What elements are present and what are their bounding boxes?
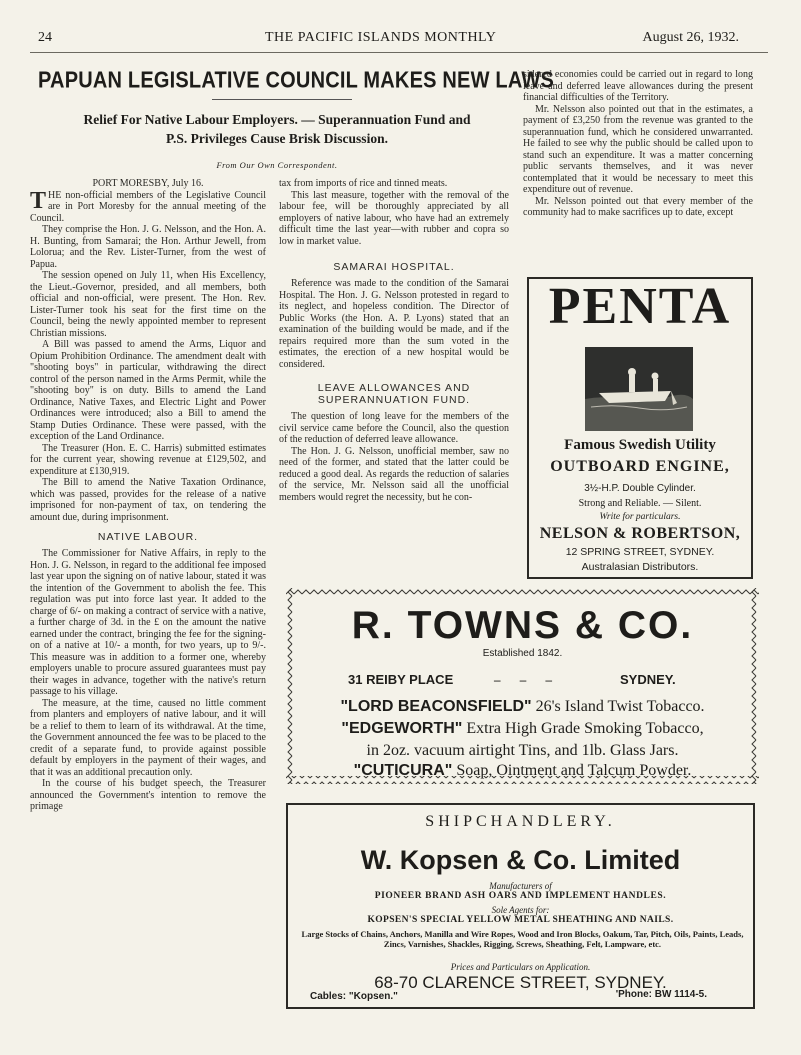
line-text: Soap, Ointment and Talcum Powder. bbox=[452, 762, 692, 779]
penta-product: OUTBOARD ENGINE, bbox=[550, 458, 730, 475]
drop-cap: T bbox=[30, 187, 47, 214]
correspondent-credit: From Our Own Correspondent. bbox=[216, 160, 338, 170]
paragraph: Mr. Nelsson pointed out that every member of the community had to make sacrifices up to date, except bbox=[523, 195, 753, 218]
towns-address: 31 REIBY PLACE bbox=[348, 672, 454, 687]
dateline: PORT MORESBY, July 16. bbox=[92, 178, 204, 189]
towns-advertisement bbox=[286, 588, 759, 784]
penta-distributor: NELSON & ROBERTSON, bbox=[539, 525, 741, 542]
article-subheadline bbox=[38, 110, 516, 148]
section-heading-native-labour: NATIVE LABOUR. bbox=[97, 531, 199, 543]
paragraph: sidered economies could be carried out in regard to long leave and deferred leave allowances during the present financial difficulties of the Territory. bbox=[523, 69, 753, 103]
kopsen-heading: SHIPCHANDLERY. bbox=[425, 813, 616, 830]
subheadline-line-1: Relief For Native Labour Employers. — Superannuation Fund and bbox=[83, 112, 471, 127]
paragraph: They comprise the Hon. J. G. Nelsson, and the Hon. A. H. Bunting, from Samarai; the Hon. Arthur Jewell, from Loloruа; and the Rev. Lister-Turner, from the west of Papua. bbox=[30, 224, 266, 270]
page-number: 24 bbox=[38, 30, 52, 45]
header-rule bbox=[30, 52, 768, 53]
kopsen-prices: Prices and Particulars on Application. bbox=[450, 962, 591, 972]
section-heading-leave-allowances: LEAVE ALLOWANCES AND SUPERANNUATION FUND. bbox=[317, 382, 471, 406]
publication-title: THE PACIFIC ISLANDS MONTHLY bbox=[265, 30, 497, 45]
paragraph bbox=[30, 187, 266, 225]
paragraph: The Hon. J. G. Nelsson, unofficial member, saw no need of the former, and stated that the latter could be reduced a good deal. As regards the reduction of salaries of the service, Mr. Nelsson said all the unofficial members would regret the necessity, but he con- bbox=[279, 445, 509, 503]
kopsen-cables: Cables: "Kopsen." bbox=[310, 991, 398, 1002]
paragraph: In the course of his budget speech, the Treasurer announced the Government's intention to remove the primage bbox=[30, 778, 266, 812]
towns-line-3: in 2oz. vacuum airtight Tins, and 1lb. Glass Jars. bbox=[366, 742, 679, 759]
kopsen-name: W. Kopsen & Co. Limited bbox=[360, 845, 681, 875]
article-headline: PAPUAN LEGISLATIVE COUNCIL MAKES NEW LAWS bbox=[38, 68, 554, 94]
line-text: Extra High Grade Smoking Tobacco, bbox=[462, 720, 704, 737]
issue-date: August 26, 1932. bbox=[642, 30, 739, 45]
article-column-2 bbox=[279, 178, 509, 503]
kopsen-stock: Large Stocks of Chains, Anchors, Manilla and Wire Ropes, Wood and Iron Blocks, Oakum, Tar, Pitch, Oils, Paints, Leads, Zincs, Varnishes, Shackles, Rigging, Screws, Sheathing, Felt, Lampware, etc. bbox=[301, 929, 744, 949]
kopsen-phone: 'Phone: BW 1114-5. bbox=[615, 989, 707, 1000]
towns-city: SYDNEY. bbox=[620, 672, 676, 687]
outboard-boat-illustration bbox=[585, 347, 693, 431]
headline-rule bbox=[212, 99, 352, 100]
kopsen-manufacturers: PIONEER BRAND ASH OARS AND IMPLEMENT HANDLES. bbox=[374, 891, 667, 901]
paragraph: The measure, at the time, caused no little comment from planters and employers of native labour, and it will be a relief to them to learn of its withdrawal. At the time, the Government announced the fee was to be placed to the credit of a separate fund, to provide against possible default by employers in the payment of their wages, and that it was an additional precaution only. bbox=[30, 697, 266, 778]
penta-spec: 3½-H.P. Double Cylinder. bbox=[584, 483, 696, 494]
paragraph: A Bill was passed to amend the Arms, Liquor and Opium Prohibition Ordinance. The amendment dealt with "shooting boys" in particular, withdrawing the direct control of the person named in the Arms Permit, while the "shooting boy" is on duty. Bills to amend the Land Ordinance, Native Taxes, and Electric Light and Power Ordinances were introduced; also a Bill to amend the Stamp Duties Ordinance. These were passed, with the exception of the Land Ordinance. bbox=[30, 339, 266, 442]
towns-line-4 bbox=[286, 762, 759, 780]
penta-cta: Write for particulars. bbox=[599, 512, 681, 522]
penta-brand: PENTA bbox=[548, 278, 732, 335]
penta-tagline: Famous Swedish Utility bbox=[564, 437, 716, 453]
paragraph: The Treasurer (Hon. E. C. Harris) submitted estimates for the current year, showing revenue at £129,502, and expenditure at £130,919. bbox=[30, 442, 266, 477]
paragraph: tax from imports of rice and tinned meats. bbox=[279, 178, 448, 189]
paragraph: The session opened on July 11, when His Excellency, the Lieut.-Governor, presided, and all members, both official and non-official, were present. The Hon. Rev. Lister-Turner took his seat for the first time on the Council, being the newly appointed member to represent Christian missions. bbox=[30, 270, 266, 339]
brand-cuticura: "CUTICURA" bbox=[353, 762, 453, 779]
kopsen-address: 68-70 CLARENCE STREET, SYDNEY. bbox=[374, 973, 667, 992]
paragraph: This last measure, together with the removal of the labour fee, will be thoroughly appreciated by all employers of native labour, who have had an extremely difficult time the last year—with rubber and copra so low in market value. bbox=[279, 189, 509, 247]
line-text: 26's Island Twist Tobacco. bbox=[531, 698, 705, 715]
towns-established: Established 1842. bbox=[482, 648, 563, 659]
page-header bbox=[0, 30, 801, 50]
towns-dashes: – – – bbox=[494, 672, 560, 687]
penta-role: Australasian Distributors. bbox=[581, 561, 699, 573]
article-column-1 bbox=[30, 178, 266, 813]
penta-address: 12 SPRING STREET, SYDNEY. bbox=[565, 546, 715, 558]
boat-icon bbox=[585, 347, 693, 431]
kopsen-agents: KOPSEN'S SPECIAL YELLOW METAL SHEATHING AND NAILS. bbox=[367, 915, 674, 925]
subheadline-line-2: P.S. Privileges Cause Brisk Discussion. bbox=[166, 131, 388, 146]
towns-name: R. TOWNS & CO. bbox=[351, 604, 694, 647]
kopsen-manufacturers-label: Manufacturers of bbox=[489, 881, 552, 891]
towns-line-2 bbox=[286, 720, 759, 738]
paragraph: Reference was made to the condition of the Samarai Hospital. The Hon. J. G. Nelsson protested in regard to its neglect, and hopeless condition. The Director of Public Works (the Hon. A. P. Lyons) stated that an examination of the building would be made, and if the repairs required more than the sum voted in the estimates, the erection of a new hospital would be considered. bbox=[279, 278, 509, 370]
kopsen-advertisement bbox=[286, 803, 755, 1009]
paragraph: The question of long leave for the members of the civil service came before the Council, also the question of the reduction of deferred leave allowance. bbox=[279, 411, 509, 445]
paragraph: The Bill to amend the Native Taxation Ordinance, which was passed, provides for the release of a native imprisoned for non-payment of tax, on tendering the amount due, during imprisonment. bbox=[30, 477, 266, 523]
penta-advertisement bbox=[527, 277, 753, 579]
paragraph: Mr. Nelsson also pointed out that in the estimates, a payment of £3,250 from the revenue was granted to the superannuation fund, which he considered unwarranted. He failed to see why the public should be called upon to stand such an expenditure. It was a matter concerning public servants themselves, and it was never contemplated that it would be necessary to meet this expenditure out of revenue. bbox=[523, 103, 753, 195]
towns-line-1 bbox=[286, 698, 759, 716]
paragraph-text: HE non-official members of the Legislative Council are in Port Moresby for the annual meeting of the Council. bbox=[30, 189, 266, 224]
section-heading-samarai-hospital: SAMARAI HOSPITAL. bbox=[333, 261, 455, 273]
kopsen-agents-label: Sole Agents for: bbox=[491, 905, 550, 915]
brand-lord-beaconsfield: "LORD BEACONSFIELD" bbox=[340, 698, 532, 715]
penta-qualities: Strong and Reliable. — Silent. bbox=[578, 498, 702, 509]
article-column-3 bbox=[523, 69, 753, 219]
paragraph: The Commissioner for Native Affairs, in reply to the Hon. J. G. Nelsson, in regard to the additional fee imposed last year upon the signing on of native labour, stated it was the intention of the Government to abolish the fee. This regulation was put into force last year. It added to the charge of 6/- on making a contract of service with a native, a further charge of 3d. in the £ on the amount the native earned under the contract, bringing the fee for the signing-on of a native at 10/- a month, for two years, up to 9/-. This measure was in addition to a former one, whereby employers unable to procure assured guarantees must pay their wages in advance, together with the native's return passage to his village. bbox=[30, 548, 266, 697]
brand-edgeworth: "EDGEWORTH" bbox=[341, 720, 463, 737]
